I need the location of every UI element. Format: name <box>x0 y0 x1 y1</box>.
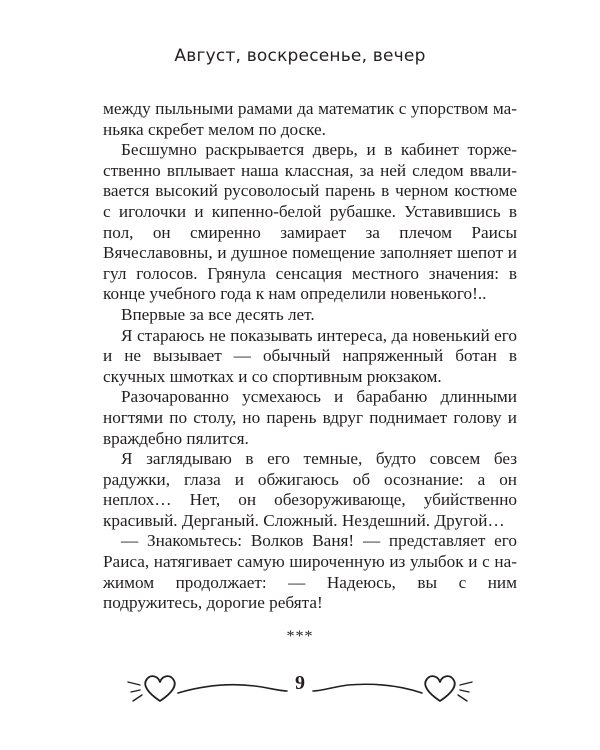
paragraph-7: — Знакомьтесь: Волков Ваня! — представляет его Раиса, натягивает самую широченную из улыбок и с нажимом продолжает: — Надеюсь, вы с ним подружитесь, дорогие ребята! <box>103 531 517 613</box>
right-sparkle-icon <box>458 682 472 701</box>
left-heart-icon <box>145 676 175 701</box>
paragraph-1: между пыльными рамами да математик с упорством маньяка скребет мелом по доске. <box>103 99 517 139</box>
running-header: Август, воскресенье, вечер <box>174 46 426 66</box>
right-heart-icon <box>425 676 455 701</box>
left-swash <box>178 685 287 693</box>
right-swash <box>313 684 422 693</box>
paragraph-3: Впервые за все десять лет. <box>121 304 315 324</box>
paragraph-5: Разочарованно усмехаюсь и барабаню длинными ногтями по столу, но парень вдруг поднимает голову и враждебно пялится. <box>103 387 517 448</box>
paragraph-4: Я стараюсь не показывать интереса, да новенький его и не вызывает — обычный напряженный ботан в скучных шмотках и со спортивным рюкзаком. <box>103 325 517 386</box>
paragraph-6: Я заглядываю в его темные, будто совсем без радужки, глаза и обжигаюсь об осознание: а он неплох… Нет, он обезоруживающе, убийственно красивый. Дерганый. Сложный. Нездешний. Другой… <box>103 449 517 530</box>
section-separator: *** <box>286 628 314 645</box>
paragraph-2: Бесшумно раскрывается дверь, и в кабинет торжественно вплывает наша классная, за ней следом вваливается высокий русоволосый парень в черном костюме с иголочки и кипенно-белой рубашке. Уставившись в пол, он смиренно замирает за плечом Раисы Вячеславовны, и душное помещение заполняет шепот и гул голосов. Грянула сенсация местного значения: в конце учебного года к нам определили новенького!.. <box>103 140 517 304</box>
page-number: 9 <box>295 672 305 694</box>
body-text <box>103 99 517 614</box>
left-sparkle-icon <box>128 682 142 701</box>
